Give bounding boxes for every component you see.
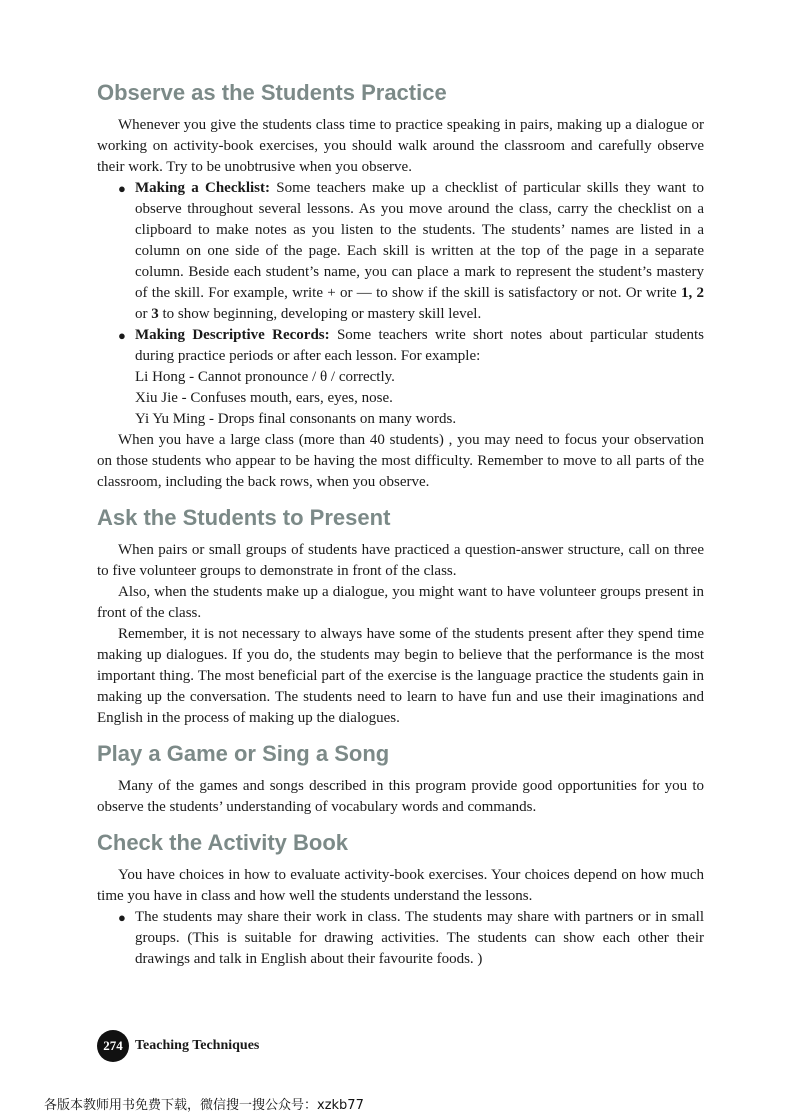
section-heading: Check the Activity Book (97, 830, 349, 855)
bullet-text (135, 325, 704, 367)
section-game (97, 739, 704, 818)
bullet-item-checklist (97, 178, 704, 325)
bullet-term: Making Descriptive Records: (135, 327, 330, 343)
section-activity-book (97, 828, 704, 970)
paragraph: When you have a large class (more than 40 students) , you may need to focus your observation on those students who appear to be having the most difficulty. Remember to move to all parts of the classroom, including the back rows, when you observe. (97, 432, 704, 490)
section-heading: Observe as the Students Practice (97, 80, 447, 105)
paragraph: You have choices in how to evaluate activity-book exercises. Your choices depend on how much time you have in class and how well the students understand the lessons. (97, 867, 704, 904)
bullet-body: Some teachers write short notes about particular students during practice periods or after each lesson. For example: (135, 327, 704, 364)
section-heading: Ask the Students to Present (97, 505, 391, 530)
bold-numbers: 1, 2 (680, 285, 705, 301)
bullet-term: Making a Checklist: (135, 180, 270, 196)
bullet-dot-icon: ● (118, 328, 126, 343)
section-observe (97, 78, 704, 493)
section-present (97, 503, 704, 729)
paragraph: Many of the games and songs described in this program provide good opportunities for you to observe the students’ understanding of vocabulary words and commands. (97, 778, 704, 815)
page-number: 274 (97, 1030, 129, 1062)
bullet-text (135, 178, 704, 325)
example-line: Xiu Jie - Confuses mouth, ears, eyes, nose. (135, 390, 393, 406)
example-line: Yi Yu Ming - Drops final consonants on many words. (135, 411, 457, 427)
bullet-body: to show beginning, developing or mastery skill level. (158, 306, 482, 322)
watermark-text: 各版本教师用书免费下载，微信搜一搜公众号：xzkb77 (44, 1098, 364, 1113)
footer-title: Teaching Techniques (135, 1038, 260, 1053)
bullet-text: The students may share their work in class. The students may share with partners or in small groups. (This is suitable for drawing activities. The students can show each other their drawings and talk in English about their favourite foods. ) (135, 909, 704, 967)
paragraph: Whenever you give the students class time to practice speaking in pairs, making up a dialogue or working on activity-book exercises, you should walk around the classroom and carefully observe their work. Try to be unobtrusive when you observe. (97, 117, 704, 175)
bullet-dot-icon: ● (118, 910, 126, 925)
page-footer (97, 1030, 259, 1062)
paragraph: Remember, it is not necessary to always have some of the students present after they spend time making up dialogues. If you do, the students may begin to believe that the performance is the most important thing. The most beneficial part of the exercise is the language practice the students gain in making up the conversation. The students need to learn to have fun and use their imaginations and English in the process of making up the dialogues. (97, 626, 704, 726)
bullet-dot-icon: ● (118, 181, 126, 196)
paragraph: When pairs or small groups of students have practiced a question-answer structure, call on three to five volunteer groups to demonstrate in front of the class. (97, 542, 704, 579)
bullet-item-records (97, 325, 704, 367)
section-heading: Play a Game or Sing a Song (97, 741, 390, 766)
bullet-item-share (97, 907, 704, 970)
page-content (97, 78, 704, 980)
example-line: Li Hong - Cannot pronounce / θ / correctly. (135, 369, 395, 385)
bold-number: 3 (151, 306, 159, 322)
bullet-body: Some teachers make up a checklist of particular skills they want to observe throughout several lessons. As you move around the class, carry the checklist on a clipboard to make notes as you listen to the students. The students’ names are listed in a column on one side of the page. Each skill is written at the top of the page in a separate column. Beside each student’s name, you can place a mark to represent the student’s mastery of the skill. For example, write + or — to show if the skill is satisfactory or not. Or write (135, 180, 704, 301)
paragraph: Also, when the students make up a dialogue, you might want to have volunteer groups present in front of the class. (97, 584, 704, 621)
bullet-body: or (135, 306, 152, 322)
